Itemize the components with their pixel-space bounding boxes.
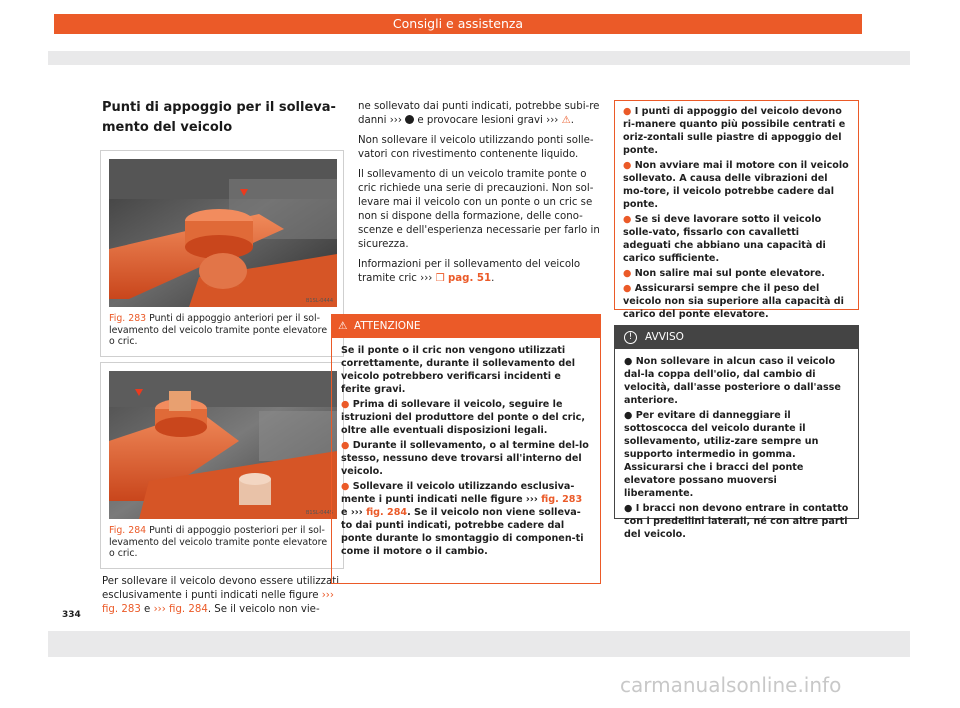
bullet-icon: ● <box>623 106 635 117</box>
rear-lift-point-illustration <box>109 371 337 519</box>
book-icon[interactable]: ❒ <box>435 273 445 284</box>
figure-283-photo <box>109 159 337 307</box>
warning-item: ● Prima di sollevare il veicolo, seguire le istruzioni del produttore del ponte o del cric, oltre alle eventuali disposizioni legali. <box>341 399 585 436</box>
warning-body <box>332 338 600 566</box>
bullet-icon: ● <box>623 160 635 171</box>
bullet-icon: ● <box>341 399 353 410</box>
paragraph-jack-info: Informazioni per il sollevamento del veicolo tramite cric ››› ❒ pag. 51. <box>358 259 581 284</box>
section-title: Punti di appoggio per il solleva- mento del veicolo <box>102 100 336 135</box>
notice-body <box>615 349 858 549</box>
link-fig-283[interactable]: ››› fig. 283 <box>102 590 334 615</box>
page-number: 334 <box>62 610 81 620</box>
bullet-icon: ● <box>624 503 636 514</box>
notice-header: ! AVVISO <box>615 326 858 349</box>
notice-item: ● Non sollevare in alcun caso il veicolo dal-la coppa dell'olio, dal cambio di velocità, dall'asse posteriore o dall'asse anteriore. <box>624 356 841 406</box>
notice-box <box>614 325 859 540</box>
middle-column-text <box>358 100 603 292</box>
chapter-header <box>54 14 862 34</box>
info-circle-icon: ! <box>624 331 637 344</box>
paragraph-precautions: Il sollevamento di un veicolo tramite ponte o cric richiede una serie di precauzioni. Non sol-levare mai il veicolo con un ponte o un cric se non si dispone della formazione, delle cono-scenze e dell'esperienza necessarie per farlo in sicurezza. <box>358 169 600 250</box>
figure-283-caption: Fig. 283 Punti di appoggio anteriori per il sol-levamento del veicolo tramite ponte elevatore o cric. <box>109 313 328 347</box>
warning-item: ● Sollevare il veicolo utilizzando esclusiva-mente i punti indicati nelle figure ››› fig. 283 e ››› fig. 284. Se il veicolo non viene solleva-to dai punti indicati, potrebbe cadere dal ponte durante lo smontaggio di componen-ti come il motore o il cambio. <box>341 481 584 557</box>
warning-triangle-icon[interactable]: ⚠ <box>561 115 571 126</box>
watermark: carmanualsonline.info <box>620 673 842 697</box>
warning-box <box>331 314 601 584</box>
chapter-title: Consigli e assistenza <box>392 16 524 31</box>
warning-item: ● Non salire mai sul ponte elevatore. <box>623 268 825 279</box>
warning-item: ● I punti di appoggio del veicolo devono ri-manere quanto più possibile centrati e oriz-zontali sulle piastre di appoggio del ponte. <box>623 106 846 156</box>
figure-284 <box>100 362 344 569</box>
warning-header: ⚠ ATTENZIONE <box>332 315 600 338</box>
figure-283 <box>100 150 344 357</box>
bullet-icon: ● <box>623 283 635 294</box>
figure-284-photo <box>109 371 337 519</box>
warning-triangle-icon: ⚠ <box>338 320 348 332</box>
warning-circle-icon[interactable] <box>405 115 414 124</box>
warning-intro: Se il ponte o il cric non vengono utilizzati correttamente, durante il sollevamento del veicolo potrebbero verificarsi incidenti e ferite gravi. <box>341 345 576 395</box>
warning-continuation-box <box>614 100 859 320</box>
link-fig-283[interactable]: fig. 283 <box>541 494 583 505</box>
intro-paragraph: Per sollevare il veicolo devono essere utilizzati esclusivamente i punti indicati nelle figure ››› fig. 283 e ››› fig. 284. Se il veicolo non vie- <box>102 576 340 615</box>
warning-continuation-body <box>615 101 858 327</box>
warning-item: ● Assicurarsi sempre che il peso del veicolo non sia superiore alla capacità di carico del ponte elevatore. <box>623 283 844 320</box>
warning-item: ● Durante il sollevamento, o al termine del-lo stesso, nessuno deve trovarsi all'interno del veicolo. <box>341 440 589 477</box>
notice-item: ● I bracci non devono entrare in contatto con i predellini laterali, né con altre parti del veicolo. <box>624 503 849 540</box>
warning-item: ● Non avviare mai il motore con il veicolo sollevato. A causa delle vibrazioni del mo-tore, il veicolo potrebbe cadere dal ponte. <box>623 160 849 210</box>
bullet-icon: ● <box>623 268 635 279</box>
bullet-icon: ● <box>341 481 353 492</box>
link-fig-284[interactable]: fig. 284 <box>366 507 408 518</box>
notice-item: ● Per evitare di danneggiare il sottoscocca del veicolo durante il sollevamento, utiliz-zare sempre un supporto intermedio in gomma. Assicurarsi che i bracci del ponte elevatore possano muoversi liberamente. <box>624 410 819 499</box>
paragraph-damage: ne sollevato dai punti indicati, potrebbe subi-re danni ››› e provocare lesioni gravi ››› ⚠. <box>358 101 600 126</box>
bullet-icon: ● <box>341 440 353 451</box>
figure-284-caption: Fig. 284 Punti di appoggio posteriori per il sol-levamento del veicolo tramite ponte elevatore o cric. <box>109 525 328 559</box>
link-fig-284[interactable]: ››› fig. 284 <box>153 604 208 615</box>
bullet-icon: ● <box>624 356 636 367</box>
figure-283-code: B1SL-0444 <box>305 298 333 304</box>
bullet-icon: ● <box>623 214 635 225</box>
front-lift-point-illustration <box>109 159 337 307</box>
left-column-text <box>102 575 346 623</box>
bullet-icon: ● <box>624 410 636 421</box>
figure-284-code: B1SL-0445 <box>305 510 333 516</box>
paragraph-liquid-lift: Non sollevare il veicolo utilizzando ponti solle-vatori con rivestimento contenente liquido. <box>358 135 594 160</box>
warning-item: ● Se si deve lavorare sotto il veicolo solle-vato, fissarlo con cavalletti adeguati che abbiano una capacità di carico sufficiente. <box>623 214 826 264</box>
link-page-51[interactable]: pag. 51 <box>448 273 492 284</box>
